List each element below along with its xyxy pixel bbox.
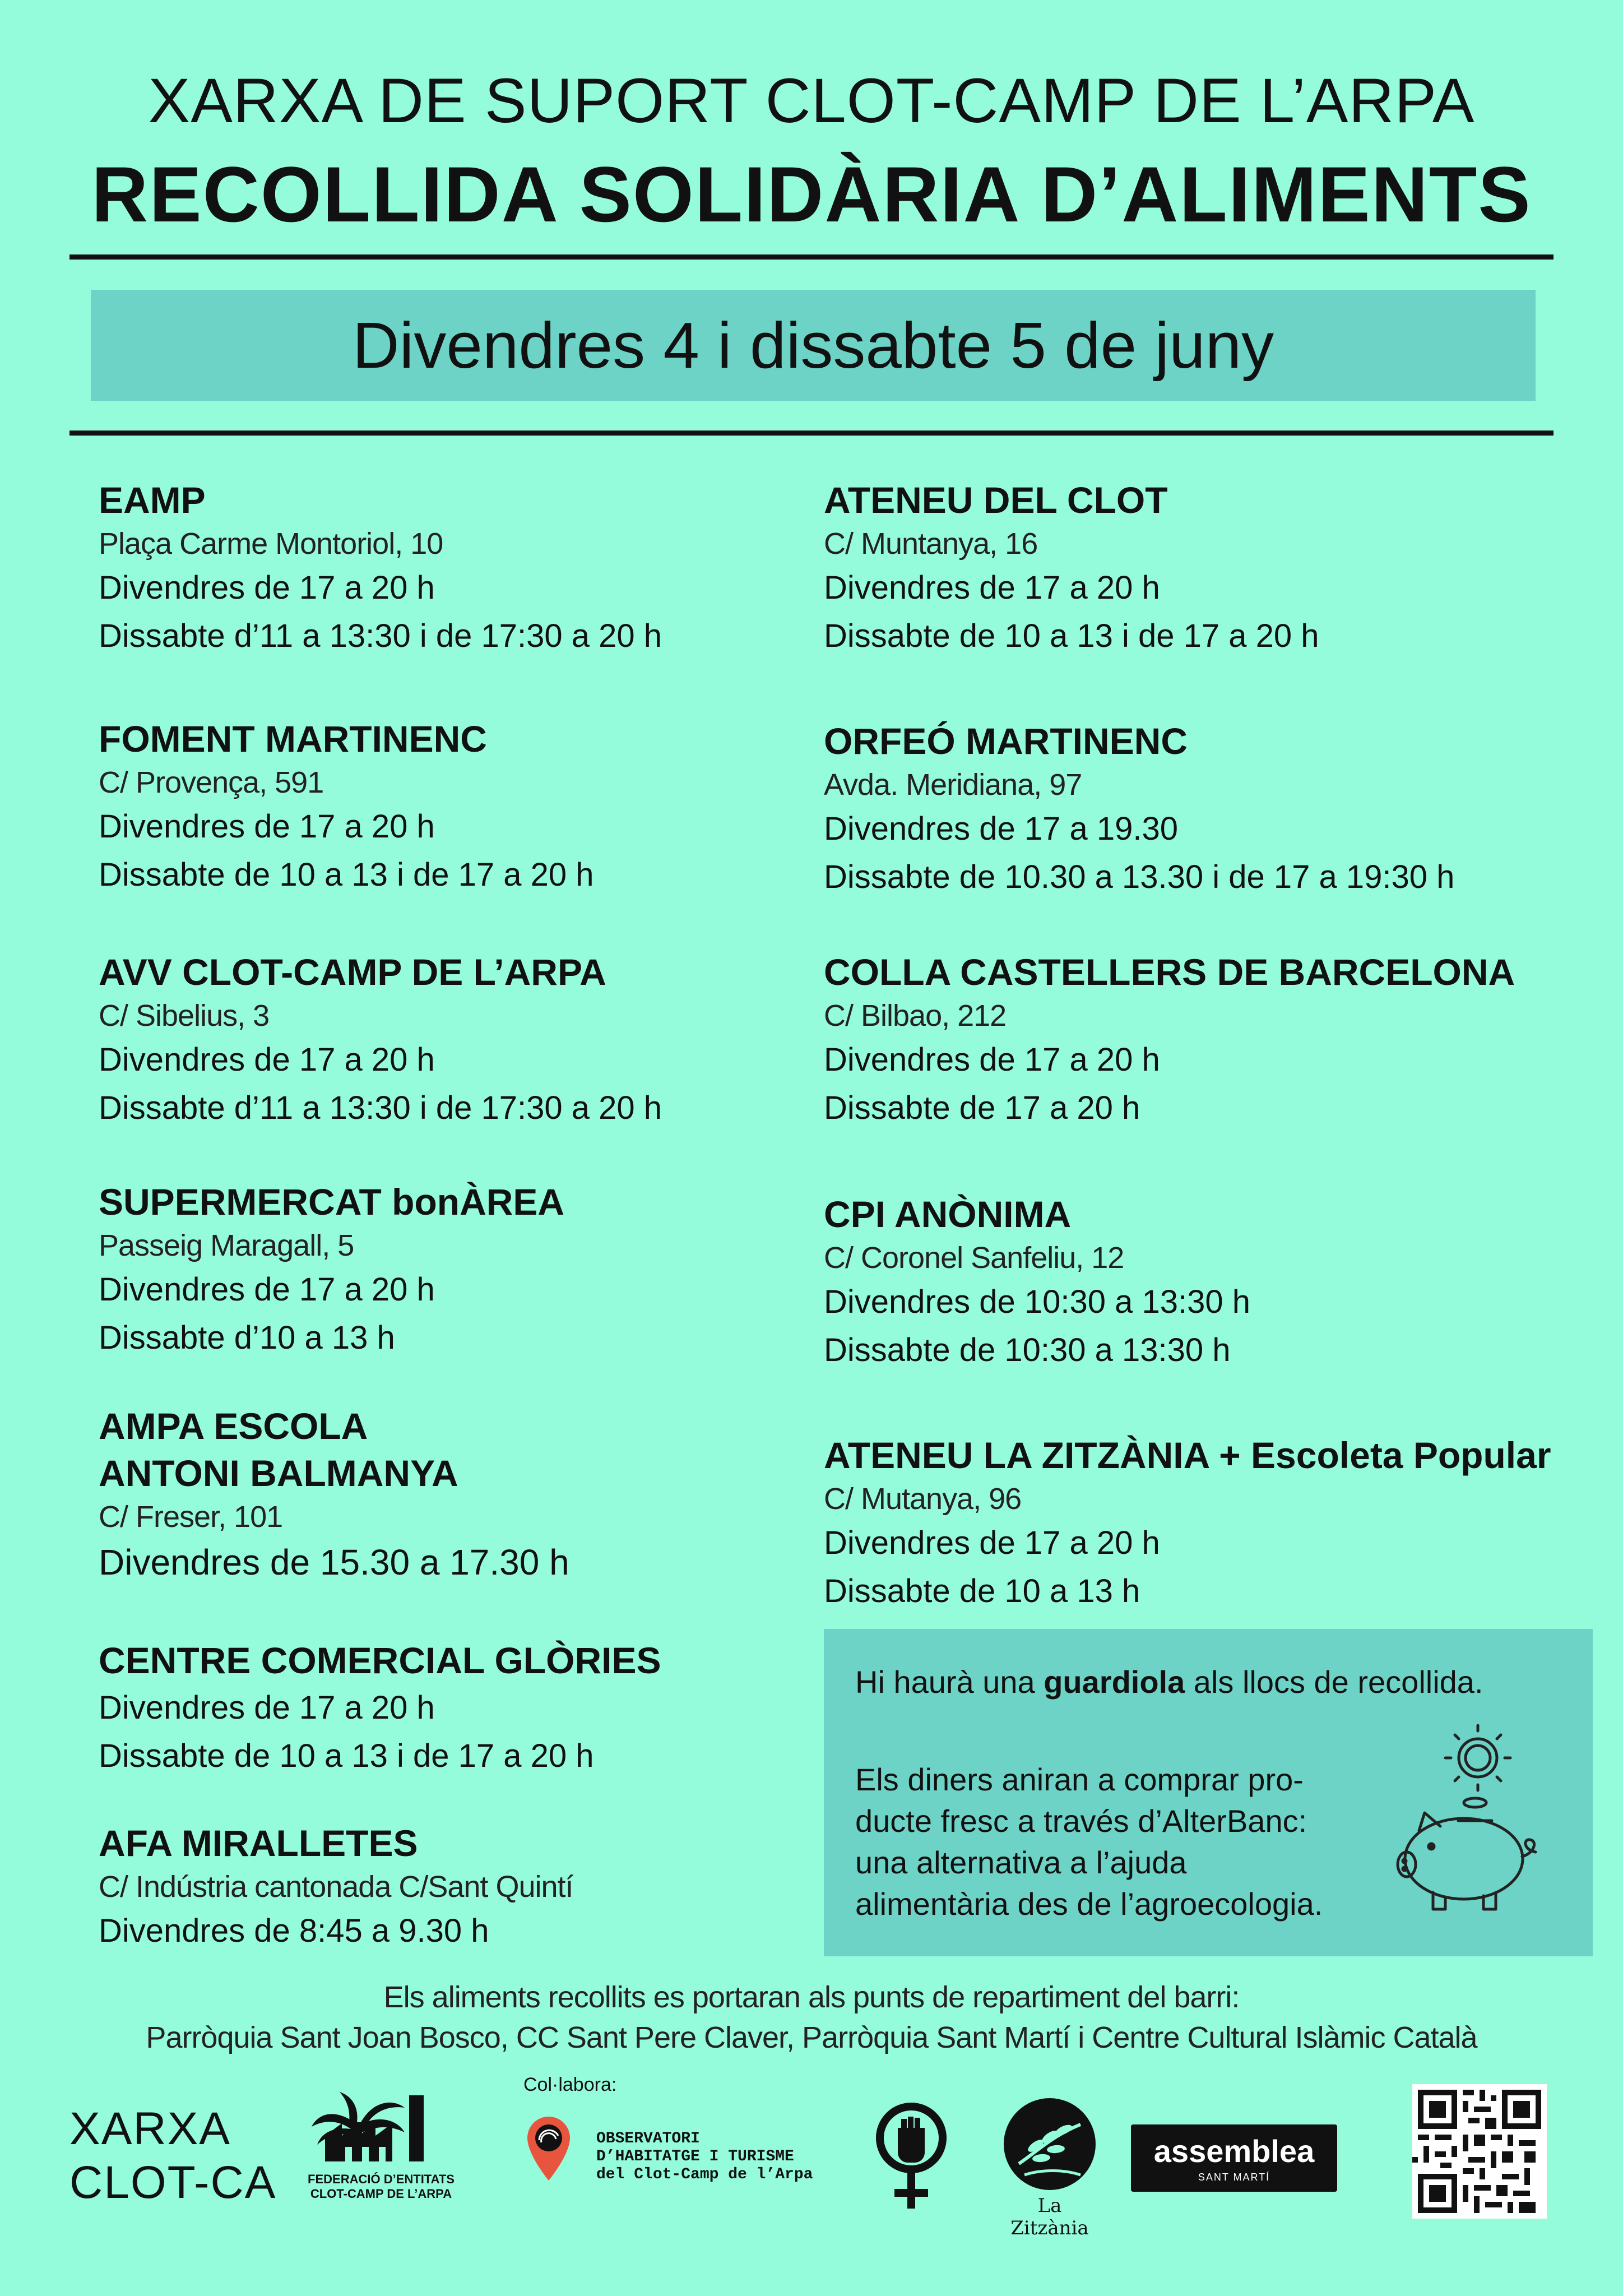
location-hours-saturday: Dissabte de 10.30 a 13.30 i de 17 a 19:30 h xyxy=(824,859,1455,895)
piggy-bank-icon xyxy=(1380,1724,1570,1915)
title-line-2: RECOLLIDA SOLIDÀRIA D’ALIMENTS xyxy=(91,150,1532,238)
top-divider xyxy=(69,254,1554,260)
location-orfeo-martinenc xyxy=(824,718,1454,901)
observatori-line-2: D’HABITATGE I TURISME xyxy=(596,2148,794,2165)
location-name: ATENEU LA ZITZÀNIA + Escoleta Popular xyxy=(824,1434,1551,1476)
location-hours-friday: Divendres de 17 a 20 h xyxy=(824,570,1160,606)
location-name: SUPERMERCAT bonÀREA xyxy=(99,1181,565,1223)
info-text: als llocs de recollida. xyxy=(1185,1664,1483,1700)
location-eamp xyxy=(99,476,662,660)
location-hours-friday: Divendres de 17 a 20 h xyxy=(824,1041,1160,1078)
location-ateneu-zitzania xyxy=(824,1432,1551,1615)
federacio-line-2: CLOT-CAMP DE L’ARPA xyxy=(310,2187,452,2201)
xarxa-logo-line-2: CLOT-CA xyxy=(69,2157,277,2208)
location-hours-friday: Divendres de 8:45 a 9.30 h xyxy=(99,1913,489,1949)
assemblea-logo xyxy=(1131,2124,1337,2192)
collabora-label: Col·labora: xyxy=(523,2074,617,2095)
observatori-line-3: del Clot-Camp de l’Arpa xyxy=(596,2166,813,2183)
location-hours-saturday: Dissabte de 10 a 13 i de 17 a 20 h xyxy=(824,618,1319,654)
location-address: C/ Provença, 591 xyxy=(99,766,324,799)
location-hours-friday: Divendres de 17 a 19.30 xyxy=(824,811,1178,847)
location-address: C/ Mutanya, 96 xyxy=(824,1482,1022,1516)
location-hours-saturday: Dissabte d’11 a 13:30 i de 17:30 a 20 h xyxy=(99,618,662,654)
zitzania-leaf-icon xyxy=(996,2096,1103,2192)
location-hours-friday: Divendres de 17 a 20 h xyxy=(99,570,435,606)
footer-line-2: Parròquia Sant Joan Bosco, CC Sant Pere Claver, Parròquia Sant Martí i Centre Cultural Islàmic Català xyxy=(146,2021,1477,2054)
location-address: C/ Muntanya, 16 xyxy=(824,527,1038,561)
location-hours-friday: Divendres de 17 a 20 h xyxy=(99,808,435,845)
location-afa-miralletes xyxy=(99,1820,573,1955)
location-hours-saturday: Dissabte de 10 a 13 h xyxy=(824,1573,1140,1609)
location-hours-saturday: Dissabte de 10 a 13 i de 17 a 20 h xyxy=(99,1738,594,1774)
location-hours-saturday: Dissabte de 10 a 13 i de 17 a 20 h xyxy=(99,857,594,893)
observatori-line-1: OBSERVATORI xyxy=(596,2130,700,2147)
observatori-logo xyxy=(523,2113,837,2203)
info-line: alimentària des de l’agroecologia. xyxy=(855,1886,1323,1922)
date-divider xyxy=(69,430,1554,436)
location-ampa-balmanya xyxy=(99,1402,569,1587)
xarxa-logo xyxy=(69,2102,276,2210)
location-name: ORFEÓ MARTINENC xyxy=(824,720,1188,762)
info-paragraph-1 xyxy=(855,1663,1573,1702)
zitzania-label: La Zitzània xyxy=(1010,2195,1089,2239)
location-name-line-2: ANTONI BALMANYA xyxy=(99,1452,458,1494)
location-address: C/ Bilbao, 212 xyxy=(824,999,1007,1033)
location-name: CPI ANÒNIMA xyxy=(824,1193,1072,1235)
location-hours-friday: Divendres de 17 a 20 h xyxy=(99,1689,435,1726)
assemblea-sub-label: SANT MARTÍ xyxy=(1198,2172,1270,2183)
location-address: Avda. Meridiana, 97 xyxy=(824,768,1082,802)
info-paragraph-2 xyxy=(855,1759,1371,1925)
location-address: Plaça Carme Montoriol, 10 xyxy=(99,527,443,561)
location-name: AVV CLOT-CAMP DE L’ARPA xyxy=(99,951,606,993)
location-name: CENTRE COMERCIAL GLÒRIES xyxy=(99,1640,661,1681)
info-text: Hi haurà una xyxy=(855,1664,1044,1700)
location-hours-saturday: Dissabte d’11 a 13:30 i de 17:30 a 20 h xyxy=(99,1090,662,1126)
location-name: FOMENT MARTINENC xyxy=(99,718,487,760)
assemblea-label: assemblea xyxy=(1153,2133,1315,2169)
location-name: COLLA CASTELLERS DE BARCELONA xyxy=(824,951,1515,993)
info-line: ducte fresc a través d’AlterBanc: xyxy=(855,1803,1307,1839)
info-bold-word: guardiola xyxy=(1044,1664,1185,1700)
location-foment-martinenc xyxy=(99,715,594,899)
location-hours-friday: Divendres de 17 a 20 h xyxy=(99,1271,435,1308)
location-hours-friday: Divendres de 17 a 20 h xyxy=(824,1525,1160,1561)
location-hours-saturday: Dissabte d’10 a 13 h xyxy=(99,1320,395,1356)
location-hours-friday: Divendres de 10:30 a 13:30 h xyxy=(824,1284,1250,1320)
feminist-fist-icon xyxy=(872,2094,950,2218)
xarxa-logo-line-1: XARXA xyxy=(69,2103,231,2154)
location-hours-saturday: Dissabte de 17 a 20 h xyxy=(824,1090,1140,1126)
location-castellers xyxy=(824,948,1515,1132)
qr-code-icon xyxy=(1412,2084,1547,2219)
location-hours-saturday: Dissabte de 10:30 a 13:30 h xyxy=(824,1332,1231,1368)
title-line-1: XARXA DE SUPORT CLOT-CAMP DE L’ARPA xyxy=(148,66,1475,136)
info-line: una alternativa a l’ajuda xyxy=(855,1845,1187,1880)
location-name-line-1: AMPA ESCOLA xyxy=(99,1405,368,1447)
location-address: C/ Freser, 101 xyxy=(99,1500,283,1534)
location-address: C/ Coronel Sanfeliu, 12 xyxy=(824,1241,1124,1275)
factory-palm-icon xyxy=(291,2085,471,2169)
location-glories xyxy=(99,1637,661,1780)
footer-line-1: Els aliments recollits es portaran als punts de repartiment del barri: xyxy=(383,1980,1240,2014)
federacio-line-1: FEDERACIÓ D’ENTITATS xyxy=(308,2172,455,2186)
location-cpi-anonima xyxy=(824,1191,1250,1374)
location-hours-friday: Divendres de 17 a 20 h xyxy=(99,1041,435,1078)
location-avv-clot xyxy=(99,948,662,1132)
info-line: Els diners aniran a comprar pro- xyxy=(855,1762,1304,1797)
location-name: EAMP xyxy=(99,479,206,521)
piggy-bank-info-box xyxy=(824,1629,1593,1956)
location-address: Passeig Maragall, 5 xyxy=(99,1229,354,1262)
location-address: C/ Sibelius, 3 xyxy=(99,999,270,1033)
map-pin-icon xyxy=(523,2113,574,2203)
location-address: C/ Indústria cantonada C/Sant Quintí xyxy=(99,1870,573,1904)
location-ateneu-clot xyxy=(824,476,1319,660)
la-zitzania-logo xyxy=(996,2096,1103,2239)
location-name: ATENEU DEL CLOT xyxy=(824,479,1168,521)
location-hours-friday: Divendres de 15.30 a 17.30 h xyxy=(99,1542,569,1582)
federacio-logo xyxy=(291,2085,471,2201)
location-name: AFA MIRALLETES xyxy=(99,1822,418,1864)
location-bonarea xyxy=(99,1178,564,1362)
date-banner: Divendres 4 i dissabte 5 de juny xyxy=(91,290,1536,401)
